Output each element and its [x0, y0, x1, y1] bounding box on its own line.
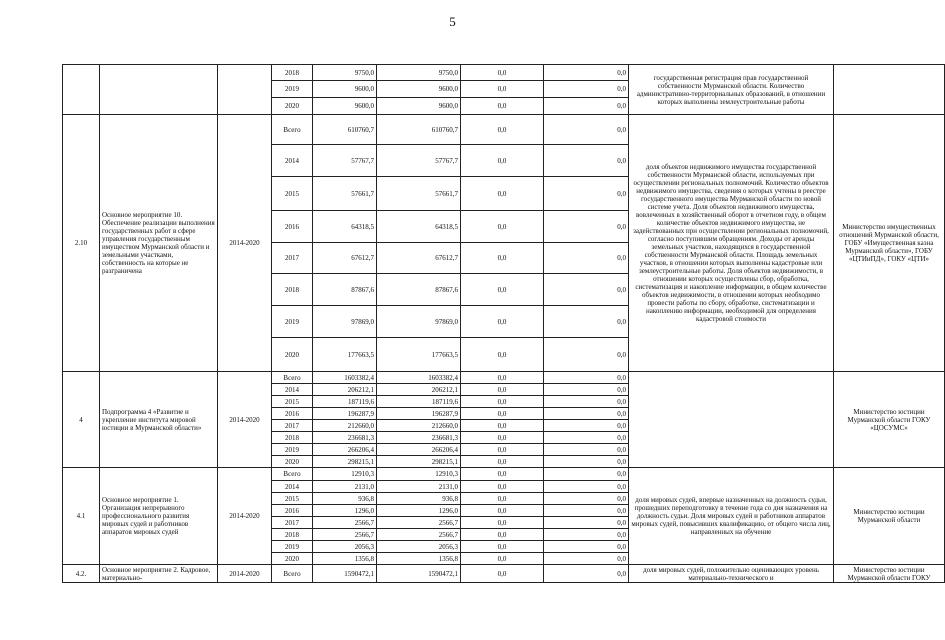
other-funds-cell: 0,0	[544, 565, 629, 583]
federal-budget-cell: 0,0	[461, 98, 544, 115]
period-cell: 2014-2020	[218, 372, 272, 468]
regional-budget-cell: 87867,6	[377, 274, 461, 306]
year-cell: 2018	[272, 432, 313, 444]
table-row	[63, 565, 945, 583]
other-funds-cell: 0,0	[544, 456, 629, 468]
other-funds-cell: 0,0	[544, 65, 629, 81]
item-number-cell: 2.10	[63, 115, 100, 372]
total-amount-cell: 610760,7	[313, 115, 377, 145]
indicator-cell: доля мировых судей, положительно оценивающих уровень материально-технического и	[629, 565, 834, 583]
regional-budget-cell: 1590472,1	[377, 565, 461, 583]
total-amount-cell: 64318,5	[313, 211, 377, 243]
total-amount-cell: 196287,9	[313, 408, 377, 420]
other-funds-cell: 0,0	[544, 338, 629, 372]
other-funds-cell: 0,0	[544, 505, 629, 517]
other-funds-cell: 0,0	[544, 408, 629, 420]
regional-budget-cell: 212660,0	[377, 420, 461, 432]
executor-cell: Министерство юстиции Мурманской области	[834, 468, 945, 565]
year-cell: 2020	[272, 98, 313, 115]
regional-budget-cell: 57767,7	[377, 145, 461, 177]
regional-budget-cell: 64318,5	[377, 211, 461, 243]
federal-budget-cell: 0,0	[461, 517, 544, 529]
other-funds-cell: 0,0	[544, 145, 629, 177]
table-row	[63, 468, 945, 481]
measure-name-cell: Основное мероприятие 2. Кадровое, материально-	[100, 565, 218, 583]
federal-budget-cell: 0,0	[461, 274, 544, 306]
period-cell: 2014-2020	[218, 565, 272, 583]
total-amount-cell: 9600,0	[313, 98, 377, 115]
executor-cell	[834, 65, 945, 115]
measure-name-cell: Основное мероприятие 10. Обеспечение реализации выполнения государственных работ в сфере управления государственным имуществом Мурманской области и земельными участками, собственность на которые не разграничена	[100, 115, 218, 372]
executor-cell: Министерство имущественных отношений Мурманской области, ГОБУ «Имущественная казна Мурманской области», ГОБУ «ЦТИиПД», ГОКУ «ЦТИ»	[834, 115, 945, 372]
year-cell: 2016	[272, 505, 313, 517]
total-amount-cell: 97869,0	[313, 306, 377, 338]
other-funds-cell: 0,0	[544, 396, 629, 408]
federal-budget-cell: 0,0	[461, 396, 544, 408]
regional-budget-cell: 610760,7	[377, 115, 461, 145]
total-amount-cell: 2566,7	[313, 517, 377, 529]
total-amount-cell: 1296,0	[313, 505, 377, 517]
total-amount-cell: 266206,4	[313, 444, 377, 456]
regional-budget-cell: 298215,1	[377, 456, 461, 468]
federal-budget-cell: 0,0	[461, 211, 544, 243]
other-funds-cell: 0,0	[544, 81, 629, 98]
total-amount-cell: 12910,3	[313, 468, 377, 481]
federal-budget-cell: 0,0	[461, 505, 544, 517]
executor-cell: Министерство юстиции Мурманской области ГОКУ «ЦОСУМС»	[834, 372, 945, 468]
federal-budget-cell: 0,0	[461, 541, 544, 553]
federal-budget-cell: 0,0	[461, 565, 544, 583]
table-row	[63, 372, 945, 384]
total-amount-cell: 936,8	[313, 493, 377, 505]
regional-budget-cell: 187119,6	[377, 396, 461, 408]
year-cell: 2019	[272, 444, 313, 456]
year-cell: 2015	[272, 396, 313, 408]
year-cell: 2020	[272, 553, 313, 565]
regional-budget-cell: 9600,0	[377, 98, 461, 115]
total-amount-cell: 177663,5	[313, 338, 377, 372]
federal-budget-cell: 0,0	[461, 529, 544, 541]
table-row	[63, 65, 945, 81]
other-funds-cell: 0,0	[544, 274, 629, 306]
total-amount-cell: 2131,0	[313, 481, 377, 493]
federal-budget-cell: 0,0	[461, 432, 544, 444]
total-amount-cell: 1603382,4	[313, 372, 377, 384]
other-funds-cell: 0,0	[544, 384, 629, 396]
year-cell: 2019	[272, 541, 313, 553]
other-funds-cell: 0,0	[544, 468, 629, 481]
regional-budget-cell: 196287,9	[377, 408, 461, 420]
period-cell: 2014-2020	[218, 115, 272, 372]
year-cell: 2014	[272, 384, 313, 396]
federal-budget-cell: 0,0	[461, 372, 544, 384]
period-cell: 2014-2020	[218, 468, 272, 565]
other-funds-cell: 0,0	[544, 115, 629, 145]
other-funds-cell: 0,0	[544, 529, 629, 541]
year-cell: 2015	[272, 493, 313, 505]
item-number-cell: 4.2.	[63, 565, 100, 583]
regional-budget-cell: 2131,0	[377, 481, 461, 493]
total-amount-cell: 212660,0	[313, 420, 377, 432]
total-amount-cell: 1356,8	[313, 553, 377, 565]
year-cell: 2020	[272, 456, 313, 468]
regional-budget-cell: 2056,3	[377, 541, 461, 553]
item-number-cell: 4.1	[63, 468, 100, 565]
other-funds-cell: 0,0	[544, 493, 629, 505]
other-funds-cell: 0,0	[544, 553, 629, 565]
year-cell: 2018	[272, 529, 313, 541]
other-funds-cell: 0,0	[544, 541, 629, 553]
federal-budget-cell: 0,0	[461, 408, 544, 420]
other-funds-cell: 0,0	[544, 420, 629, 432]
federal-budget-cell: 0,0	[461, 420, 544, 432]
total-amount-cell: 1590472,1	[313, 565, 377, 583]
year-cell: 2015	[272, 177, 313, 211]
federal-budget-cell: 0,0	[461, 81, 544, 98]
year-cell: 2018	[272, 65, 313, 81]
federal-budget-cell: 0,0	[461, 384, 544, 396]
total-amount-cell: 57661,7	[313, 177, 377, 211]
federal-budget-cell: 0,0	[461, 444, 544, 456]
regional-budget-cell: 206212,1	[377, 384, 461, 396]
federal-budget-cell: 0,0	[461, 456, 544, 468]
program-table	[62, 64, 945, 583]
regional-budget-cell: 67612,7	[377, 243, 461, 274]
table-row	[63, 115, 945, 145]
other-funds-cell: 0,0	[544, 211, 629, 243]
other-funds-cell: 0,0	[544, 432, 629, 444]
regional-budget-cell: 97869,0	[377, 306, 461, 338]
year-cell: 2014	[272, 481, 313, 493]
federal-budget-cell: 0,0	[461, 468, 544, 481]
federal-budget-cell: 0,0	[461, 553, 544, 565]
total-amount-cell: 2566,7	[313, 529, 377, 541]
executor-cell: Министерство юстиции Мурманской области ГОКУ	[834, 565, 945, 583]
measure-name-cell	[100, 65, 218, 115]
other-funds-cell: 0,0	[544, 372, 629, 384]
year-cell: 2016	[272, 408, 313, 420]
total-amount-cell: 9750,0	[313, 65, 377, 81]
regional-budget-cell: 1603382,4	[377, 372, 461, 384]
other-funds-cell: 0,0	[544, 98, 629, 115]
year-cell: Всего	[272, 115, 313, 145]
measure-name-cell: Подпрограмма 4 «Развитие и укрепление института мировой юстиции в Мурманской области»	[100, 372, 218, 468]
total-amount-cell: 236681,3	[313, 432, 377, 444]
indicator-cell: доля объектов недвижимого имущества государственной собственности Мурманской области, используемых при осуществлении региональных полномочий. Количество объектов недвижимого имущества, сведения о которых учтены в реестре государственного имущества Мурманской области по новой системе учета. Доля объектов недвижимого имущества, вовлеченных в хозяйственный оборот в отчетном году, в общем количестве объектов недвижимого имущества, не задействованных при осуществлении региональных полномочий, согласно поступившим обращениям. Доходы от аренды земельных участков, находящихся в государственной собственности Мурманской области. Площадь земельных участков, в отношении которых выполнены кадастровые или землеустроительные работы. Доля объектов недвижимости, в отношении которых осуществлены сбор, обработка, систематизация и накопление информации, в общем количестве объектов недвижимости, в отношении которых необходимо провести работы по сбору, обработке, систематизации и накоплению информации, необходимой для определения кадастровой стоимости	[629, 115, 834, 372]
regional-budget-cell: 2566,7	[377, 517, 461, 529]
regional-budget-cell: 57661,7	[377, 177, 461, 211]
indicator-cell: доля мировых судей, впервые назначенных на должность судьи, прошедших переподготовку в течение года со дня назначения на должность судьи. Доля мировых судей и работников аппаратов мировых судей, повысивших квалификацию, от общего числа лиц, направленных на обучение	[629, 468, 834, 565]
total-amount-cell: 57767,7	[313, 145, 377, 177]
federal-budget-cell: 0,0	[461, 493, 544, 505]
total-amount-cell: 2056,3	[313, 541, 377, 553]
indicator-cell	[629, 372, 834, 468]
indicator-cell: государственная регистрация прав государственной собственности Мурманской области. Количество административно-территориальных образований, в отношении которых выполнены землеустроительные работы	[629, 65, 834, 115]
total-amount-cell: 9600,0	[313, 81, 377, 98]
federal-budget-cell: 0,0	[461, 338, 544, 372]
year-cell: 2019	[272, 306, 313, 338]
federal-budget-cell: 0,0	[461, 481, 544, 493]
regional-budget-cell: 12910,3	[377, 468, 461, 481]
year-cell: Всего	[272, 565, 313, 583]
regional-budget-cell: 1356,8	[377, 553, 461, 565]
regional-budget-cell: 177663,5	[377, 338, 461, 372]
page-number: 5	[449, 14, 456, 29]
other-funds-cell: 0,0	[544, 517, 629, 529]
year-cell: 2017	[272, 517, 313, 529]
federal-budget-cell: 0,0	[461, 243, 544, 274]
year-cell: 2019	[272, 81, 313, 98]
regional-budget-cell: 236681,3	[377, 432, 461, 444]
year-cell: 2014	[272, 145, 313, 177]
other-funds-cell: 0,0	[544, 306, 629, 338]
federal-budget-cell: 0,0	[461, 177, 544, 211]
total-amount-cell: 206212,1	[313, 384, 377, 396]
other-funds-cell: 0,0	[544, 177, 629, 211]
federal-budget-cell: 0,0	[461, 306, 544, 338]
year-cell: 2016	[272, 211, 313, 243]
year-cell: 2017	[272, 420, 313, 432]
total-amount-cell: 298215,1	[313, 456, 377, 468]
year-cell: 2018	[272, 274, 313, 306]
year-cell: 2017	[272, 243, 313, 274]
year-cell: Всего	[272, 372, 313, 384]
total-amount-cell: 187119,6	[313, 396, 377, 408]
federal-budget-cell: 0,0	[461, 65, 544, 81]
total-amount-cell: 87867,6	[313, 274, 377, 306]
regional-budget-cell: 9600,0	[377, 81, 461, 98]
regional-budget-cell: 936,8	[377, 493, 461, 505]
year-cell: Всего	[272, 468, 313, 481]
year-cell: 2020	[272, 338, 313, 372]
regional-budget-cell: 1296,0	[377, 505, 461, 517]
regional-budget-cell: 9750,0	[377, 65, 461, 81]
other-funds-cell: 0,0	[544, 444, 629, 456]
item-number-cell: 4	[63, 372, 100, 468]
period-cell	[218, 65, 272, 115]
measure-name-cell: Основное мероприятие 1. Организация непрерывного профессионального развития мировых судей и работников аппаратов мировых судей	[100, 468, 218, 565]
federal-budget-cell: 0,0	[461, 115, 544, 145]
table-body	[63, 65, 945, 583]
total-amount-cell: 67612,7	[313, 243, 377, 274]
federal-budget-cell: 0,0	[461, 145, 544, 177]
regional-budget-cell: 2566,7	[377, 529, 461, 541]
other-funds-cell: 0,0	[544, 243, 629, 274]
regional-budget-cell: 266206,4	[377, 444, 461, 456]
other-funds-cell: 0,0	[544, 481, 629, 493]
item-number-cell	[63, 65, 100, 115]
